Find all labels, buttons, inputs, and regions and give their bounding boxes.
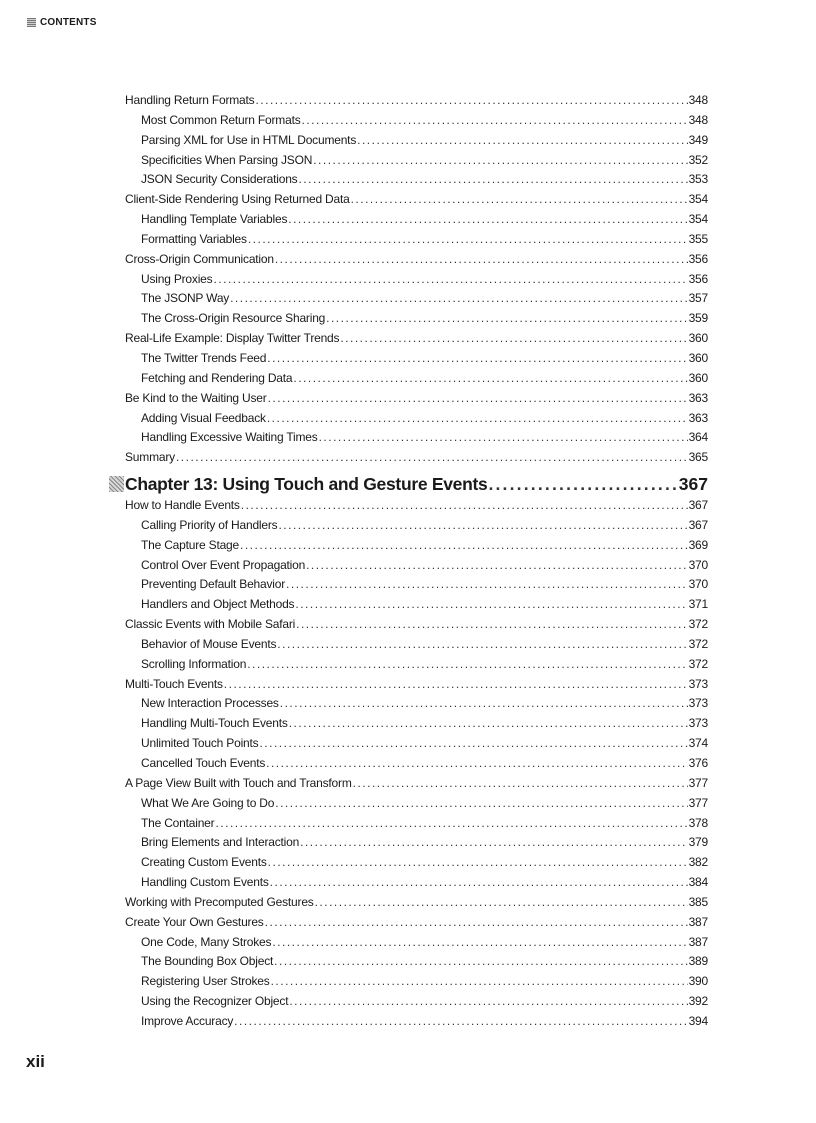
entry-title: Handling Template Variables xyxy=(141,212,288,227)
entry-page-number: 389 xyxy=(688,954,708,969)
dot-leader xyxy=(289,716,688,730)
toc-entry[interactable] xyxy=(125,311,708,331)
dot-leader xyxy=(274,954,687,968)
dot-leader xyxy=(286,577,688,591)
dot-leader xyxy=(266,756,687,770)
entry-page-number: 356 xyxy=(688,271,708,286)
toc-entry[interactable] xyxy=(125,272,708,292)
toc-entry[interactable] xyxy=(125,391,708,411)
entry-page-number: 360 xyxy=(688,370,708,385)
toc-entry[interactable] xyxy=(125,538,708,558)
toc-entry[interactable] xyxy=(125,577,708,597)
entry-title: Create Your Own Gestures xyxy=(125,914,264,929)
dot-leader xyxy=(300,835,687,849)
entry-title: Working with Precomputed Gestures xyxy=(125,894,314,909)
toc-entry[interactable] xyxy=(125,450,708,470)
entry-title: Improve Accuracy xyxy=(141,1013,234,1028)
toc-entry[interactable] xyxy=(125,153,708,173)
toc-entry[interactable] xyxy=(125,915,708,935)
dot-leader xyxy=(267,351,687,365)
entry-title: Fetching and Rendering Data xyxy=(141,370,293,385)
entry-title: Chapter 13: Using Touch and Gesture Events xyxy=(125,473,488,494)
dot-leader xyxy=(270,875,688,889)
dot-leader xyxy=(268,855,688,869)
toc-entry[interactable] xyxy=(125,498,708,518)
entry-page-number: 372 xyxy=(688,656,708,671)
toc-entry[interactable] xyxy=(125,617,708,637)
entry-page-number: 377 xyxy=(688,775,708,790)
entry-page-number: 348 xyxy=(688,93,708,107)
dot-leader xyxy=(271,974,688,988)
entry-page-number: 374 xyxy=(688,736,708,751)
header-label: CONTENTS xyxy=(40,17,97,28)
entry-page-number: 370 xyxy=(688,557,708,572)
page-number: xii xyxy=(26,1052,45,1071)
entry-title: Control Over Event Propagation xyxy=(141,557,306,572)
toc-entry[interactable] xyxy=(125,371,708,391)
entry-page-number: 354 xyxy=(688,192,708,207)
entry-page-number: 365 xyxy=(688,450,708,465)
entry-page-number: 367 xyxy=(678,473,708,494)
entry-title: Adding Visual Feedback xyxy=(141,410,266,425)
entry-page-number: 364 xyxy=(688,430,708,445)
entry-title: Preventing Default Behavior xyxy=(141,577,286,592)
toc-entry[interactable] xyxy=(125,756,708,776)
table-of-contents xyxy=(125,93,708,1034)
entry-page-number: 367 xyxy=(688,498,708,513)
entry-page-number: 390 xyxy=(688,974,708,989)
toc-entry[interactable] xyxy=(125,172,708,192)
entry-page-number: 363 xyxy=(688,390,708,405)
dot-leader xyxy=(340,331,687,345)
entry-title: The Capture Stage xyxy=(141,537,239,552)
entry-page-number: 363 xyxy=(688,410,708,425)
entry-title: Handling Multi-Touch Events xyxy=(141,716,288,731)
entry-title: Cancelled Touch Events xyxy=(141,756,266,770)
toc-entry[interactable] xyxy=(125,954,708,974)
entry-title: Specificities When Parsing JSON xyxy=(141,152,313,167)
dot-leader xyxy=(293,371,687,385)
toc-entry[interactable] xyxy=(125,252,708,272)
dot-leader xyxy=(255,93,687,107)
dot-leader xyxy=(298,172,687,186)
dot-leader xyxy=(357,133,687,147)
entry-page-number: 367 xyxy=(688,517,708,532)
entry-page-number: 392 xyxy=(688,994,708,1009)
entry-title: Creating Custom Events xyxy=(141,855,267,870)
entry-page-number: 377 xyxy=(688,795,708,810)
dot-leader xyxy=(247,657,687,671)
entry-title: Bring Elements and Interaction xyxy=(141,835,300,850)
toc-entry[interactable] xyxy=(125,696,708,716)
entry-title: Real-Life Example: Display Twitter Trends xyxy=(125,331,340,346)
dot-leader xyxy=(313,153,687,167)
entry-title: Most Common Return Formats xyxy=(141,112,301,127)
toc-entry[interactable] xyxy=(125,597,708,617)
dot-leader xyxy=(351,192,688,206)
entry-title: Handlers and Object Methods xyxy=(141,597,295,612)
dot-leader xyxy=(265,915,688,929)
toc-entry[interactable] xyxy=(125,895,708,915)
entry-page-number: 372 xyxy=(688,636,708,651)
toc-entry[interactable] xyxy=(125,994,708,1014)
toc-entry[interactable] xyxy=(125,1014,708,1034)
toc-entry[interactable] xyxy=(125,796,708,816)
toc-entry[interactable] xyxy=(125,351,708,371)
entry-page-number: 370 xyxy=(688,577,708,592)
entry-title: How to Handle Events xyxy=(125,498,240,513)
dot-leader xyxy=(241,498,688,512)
entry-title: One Code, Many Strokes xyxy=(141,934,272,949)
toc-entry[interactable] xyxy=(125,93,708,113)
toc-entry[interactable] xyxy=(125,291,708,311)
dot-leader xyxy=(315,895,688,909)
entry-page-number: 359 xyxy=(688,311,708,326)
entry-page-number: 379 xyxy=(688,835,708,850)
entry-title: Handling Return Formats xyxy=(125,93,255,107)
dot-leader xyxy=(230,291,687,305)
toc-entry[interactable] xyxy=(125,637,708,657)
entry-page-number: 352 xyxy=(688,152,708,167)
entry-page-number: 357 xyxy=(688,291,708,306)
dot-leader xyxy=(275,252,688,266)
entry-title: Parsing XML for Use in HTML Documents xyxy=(141,132,357,147)
entry-page-number: 385 xyxy=(688,894,708,909)
entry-title: New Interaction Processes xyxy=(141,696,279,711)
entry-title: The Cross-Origin Resource Sharing xyxy=(141,311,326,326)
entry-page-number: 348 xyxy=(688,112,708,127)
toc-entry[interactable] xyxy=(125,113,708,133)
dot-leader xyxy=(353,776,688,790)
entry-title: Using Proxies xyxy=(141,271,213,286)
dot-leader xyxy=(272,935,687,949)
toc-entry[interactable] xyxy=(125,192,708,212)
toc-entry[interactable] xyxy=(125,935,708,955)
entry-page-number: 376 xyxy=(688,756,708,770)
toc-entry[interactable] xyxy=(125,411,708,431)
toc-entry[interactable] xyxy=(125,816,708,836)
dot-leader xyxy=(488,474,677,495)
entry-page-number: 384 xyxy=(688,875,708,890)
entry-title: Scrolling Information xyxy=(141,656,247,671)
dot-leader xyxy=(176,450,688,464)
running-header xyxy=(27,17,97,28)
entry-title: JSON Security Considerations xyxy=(141,172,298,187)
dot-leader xyxy=(278,518,687,532)
entry-page-number: 349 xyxy=(688,132,708,147)
entry-title: Unlimited Touch Points xyxy=(141,736,259,751)
dot-leader xyxy=(302,113,688,127)
entry-page-number: 356 xyxy=(688,251,708,266)
entry-title: Handling Custom Events xyxy=(141,875,269,890)
dot-leader xyxy=(213,272,687,286)
dot-leader xyxy=(259,736,687,750)
entry-title: The Twitter Trends Feed xyxy=(141,350,267,365)
dot-leader xyxy=(277,637,687,651)
dot-leader xyxy=(275,796,687,810)
entry-title: Multi-Touch Events xyxy=(125,676,223,691)
entry-title: Cross-Origin Communication xyxy=(125,251,274,266)
entry-page-number: 373 xyxy=(688,716,708,731)
toc-entry[interactable] xyxy=(125,835,708,855)
entry-title: Behavior of Mouse Events xyxy=(141,636,277,651)
dot-leader xyxy=(268,391,688,405)
toc-entry[interactable] xyxy=(125,232,708,252)
entry-title: The Bounding Box Object xyxy=(141,954,274,969)
dot-leader xyxy=(248,232,688,246)
toc-entry[interactable] xyxy=(125,212,708,232)
toc-entry[interactable] xyxy=(125,430,708,450)
toc-entry[interactable] xyxy=(125,558,708,578)
entry-page-number: 387 xyxy=(688,914,708,929)
chapter-entry[interactable] xyxy=(125,470,708,498)
entry-title: The Container xyxy=(141,815,215,830)
entry-page-number: 387 xyxy=(688,934,708,949)
dot-leader xyxy=(224,677,688,691)
entry-title: Classic Events with Mobile Safari xyxy=(125,617,296,632)
dot-leader xyxy=(240,538,688,552)
entry-title: The JSONP Way xyxy=(141,291,230,306)
entry-title: Formatting Variables xyxy=(141,231,247,246)
dot-leader xyxy=(306,558,687,572)
entry-title: What We Are Going to Do xyxy=(141,795,275,810)
entry-page-number: 371 xyxy=(688,597,708,612)
entry-page-number: 378 xyxy=(688,815,708,830)
dot-leader xyxy=(296,617,687,631)
dot-leader xyxy=(295,597,687,611)
entry-page-number: 369 xyxy=(688,537,708,552)
header-square-icon xyxy=(27,18,36,27)
entry-page-number: 360 xyxy=(688,350,708,365)
toc-entry[interactable] xyxy=(125,974,708,994)
toc-entry[interactable] xyxy=(125,657,708,677)
toc-entry[interactable] xyxy=(125,855,708,875)
toc-entry[interactable] xyxy=(125,677,708,697)
entry-title: Registering User Strokes xyxy=(141,974,270,989)
dot-leader xyxy=(289,994,687,1008)
entry-page-number: 353 xyxy=(688,172,708,187)
dot-leader xyxy=(234,1014,687,1028)
dot-leader xyxy=(215,816,687,830)
entry-title: Client-Side Rendering Using Returned Data xyxy=(125,192,350,207)
dot-leader xyxy=(267,411,688,425)
toc-entry[interactable] xyxy=(125,331,708,351)
dot-leader xyxy=(319,430,688,444)
entry-page-number: 372 xyxy=(688,617,708,632)
entry-page-number: 394 xyxy=(688,1013,708,1028)
entry-page-number: 355 xyxy=(688,231,708,246)
dot-leader xyxy=(280,696,688,710)
entry-title: Calling Priority of Handlers xyxy=(141,517,278,532)
entry-page-number: 373 xyxy=(688,676,708,691)
entry-page-number: 373 xyxy=(688,696,708,711)
chapter-marker-icon xyxy=(109,476,124,492)
entry-title: Handling Excessive Waiting Times xyxy=(141,430,318,445)
toc-entry[interactable] xyxy=(125,776,708,796)
toc-entry[interactable] xyxy=(125,716,708,736)
entry-page-number: 354 xyxy=(688,212,708,227)
toc-entry[interactable] xyxy=(125,736,708,756)
toc-entry[interactable] xyxy=(125,133,708,153)
entry-page-number: 360 xyxy=(688,331,708,346)
entry-title: Be Kind to the Waiting User xyxy=(125,390,267,405)
toc-entry[interactable] xyxy=(125,875,708,895)
toc-entry[interactable] xyxy=(125,518,708,538)
entry-title: Summary xyxy=(125,450,175,465)
entry-title: A Page View Built with Touch and Transform xyxy=(125,775,352,790)
dot-leader xyxy=(288,212,687,226)
dot-leader xyxy=(326,311,687,325)
entry-title: Using the Recognizer Object xyxy=(141,994,289,1009)
entry-page-number: 382 xyxy=(688,855,708,870)
